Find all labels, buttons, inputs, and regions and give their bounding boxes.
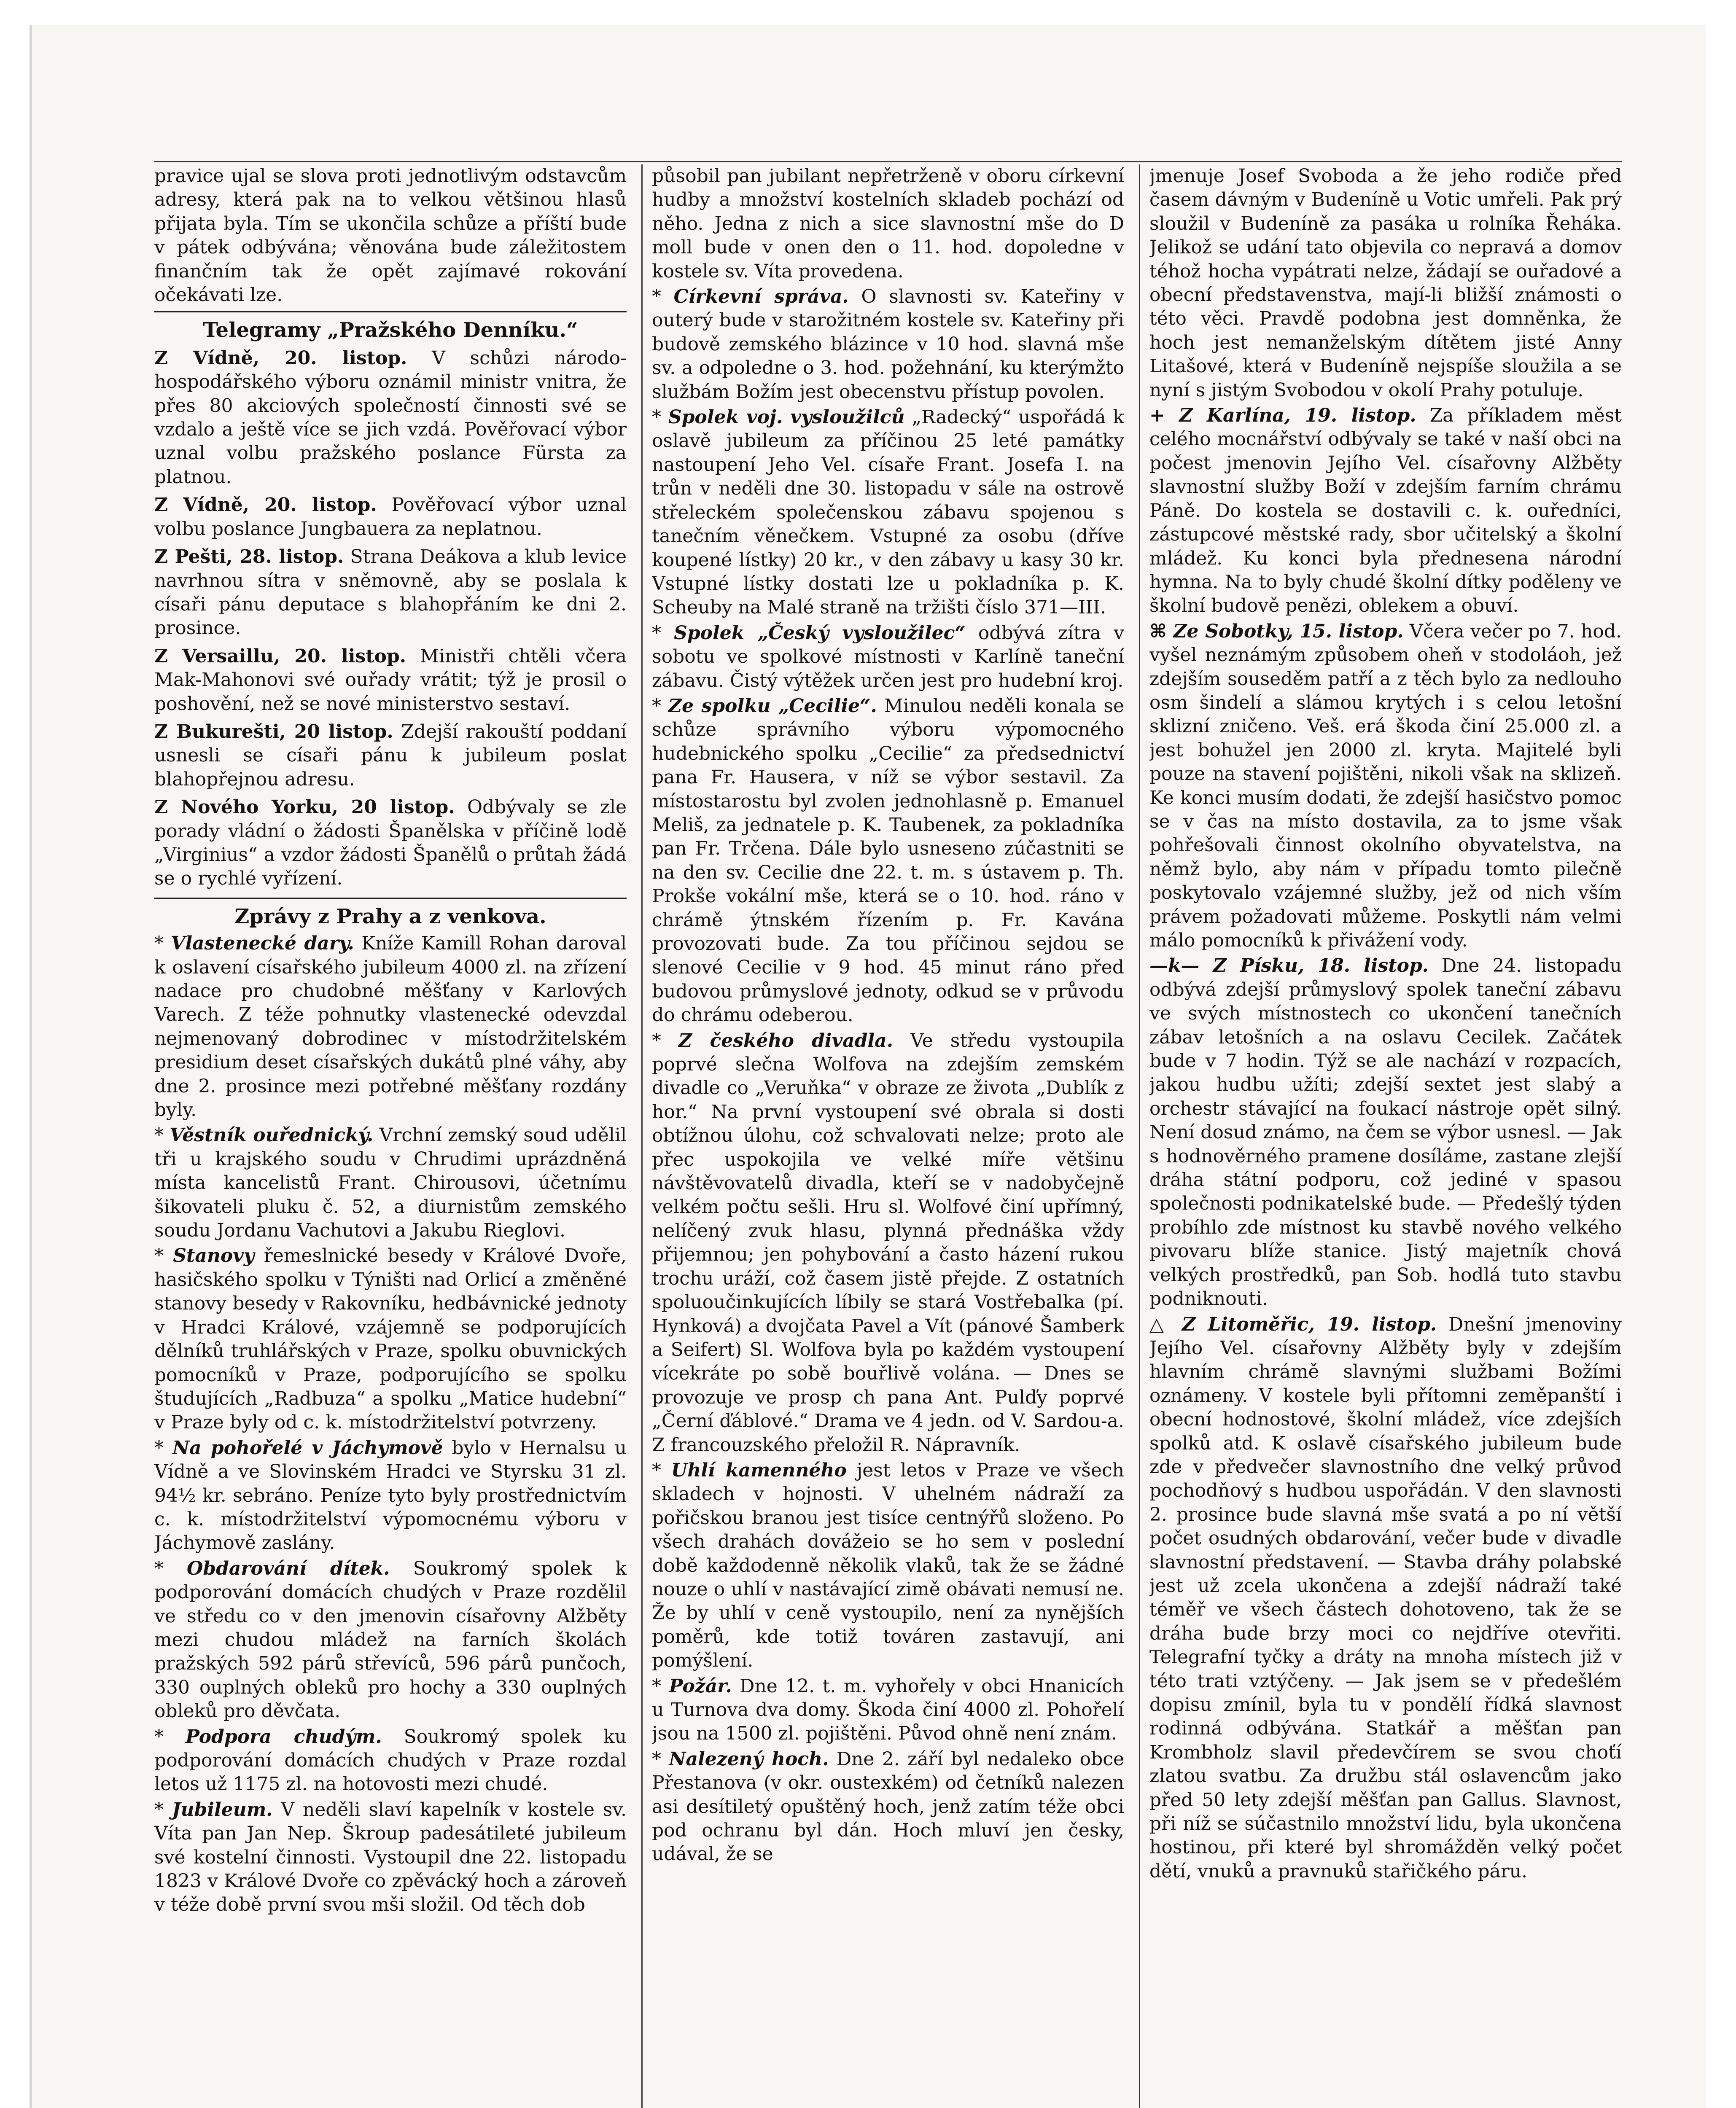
news-item (652, 406, 1124, 620)
article-paragraph (652, 164, 1124, 283)
news-item (652, 285, 1124, 404)
asterisk-icon: * (652, 1748, 669, 1770)
telegram-dateline: Z Vídně, 20. listop. (154, 494, 377, 516)
news-item-text: Kníže Kamill Rohan daroval k oslavení císařského jubileum 4000 zl. na zřízení nadace pro chudobné měšťany v Karlových Varech. Z téže pohnutky vlastenecké odevzdal nejmenovaný dobrodinec v místodržitelském presidium deset císařských dukátů plné váhy, aby dne 2. prosince mezi potřebné měšťany rozdány byly. (154, 933, 627, 1121)
telegram-item (154, 493, 627, 541)
telegram-text: Ministři chtěli včera Mak-Mahonovi své ouřady vrátit; týž je prosil o poshovění, než se nové ministerstvo sestaví. (154, 645, 627, 715)
news-item-label: Nalezený hoch. (669, 1748, 829, 1770)
news-item (652, 621, 1124, 693)
news-item (154, 1798, 627, 1917)
news-item-text: Za příkladem měst celého mocnářství odbývaly se také v naší obci na počest jmenovin Jejího Vel. císařovny Alžběty slavnostní služby Boží v zdejším farním chrámu Páně. Do kostela se dostavili c. k. ouředníci, zástupcové městské rady, sbor učitelský a školní mládež. Ku konci byla přednesena národní hymna. Na to byly chudé školní dítky poděleny ve školní budově penězi, oblekem a obuví. (1149, 405, 1622, 617)
news-item (652, 1459, 1124, 1673)
news-item (652, 694, 1124, 1027)
asterisk-icon: * (154, 1726, 186, 1748)
news-item-label: Vlastenecké dary. (171, 933, 354, 955)
news-item-label: Na pohořelé v Jáchymově (172, 1437, 443, 1459)
news-item (1149, 1313, 1622, 1884)
news-item-text: Dne 12. t. m. vyhořely v obci Hnanicích u Turnova dva domy. Škoda činí 4000 zl. Pohořelí jsou na 1500 zl. pojištěni. Původ ohně není znám. (652, 1675, 1124, 1745)
telegram-dateline: Z Vídně, 20. listop. (154, 347, 407, 369)
asterisk-icon: * (154, 1124, 170, 1146)
asterisk-icon: * (154, 1437, 172, 1459)
column-rule-1 (641, 164, 643, 2108)
news-item (154, 932, 627, 1122)
telegram-item (154, 645, 627, 716)
article-paragraph (1149, 164, 1622, 402)
news-item-label: Z českého divadla. (678, 1030, 894, 1051)
section-heading: Zprávy z Prahy a z venkova. (234, 904, 546, 928)
news-item-text: „Radecký“ uspořádá k oslavě jubileum za příčinou 25 leté památky nastoupení Jeho Vel. císaře Frant. Josefa I. na trůn v neděli dne 30. listopadu v sále na ostrově střeleckém společenskou zábavu spojenou s tanečním věnečkem. Vstupné za osobu (dříve koupené lístky) 20 kr., v den zábavy u kasy 30 kr. Vstupné lístky dostati lze u pokladníka p. K. Scheuby na Malé straně na tržišti číslo 371—III. (652, 406, 1124, 618)
asterisk-icon: * (154, 1799, 172, 1820)
telegram-item (154, 347, 627, 489)
news-item-text: Soukromý spolek ku podporování domácích chudých v Praze rozdal letos už 1175 zl. na hotovosti mezi chudé. (154, 1726, 627, 1795)
telegram-text: Zdejší rakouští poddaní usnesli se císaři pánu k jubileum poslat blahopřejnou adresu. (154, 721, 627, 790)
asterisk-icon: * (652, 1459, 671, 1481)
news-item-label: Věstník ouřednický. (170, 1124, 374, 1146)
news-item-label: + Z Karlína, 19. listop. (1149, 405, 1416, 427)
telegram-dateline: Z Bukurešti, 20 listop. (154, 721, 393, 742)
news-item-label: Požár. (669, 1675, 732, 1697)
news-item-text: bylo v Hernalsu u Vídně a ve Slovinském Hradci ve Styrsku 31 zl. 94½ kr. sebráno. Peníze tyto byly prostřednictvím c. k. místodržitelství výpomocnému výboru v Jáchymově zaslány. (154, 1437, 627, 1554)
news-item-label: Podpora chudým. (185, 1726, 382, 1748)
telegram-text: Strana Deákova a klub levice navrhnou sítra v sněmovně, aby se poslala k císaři pánu deputace s blahopřáním ke dni 2. prosince. (154, 546, 627, 639)
news-item-text: Včera večer po 7. hod. vyšel neznámým způsobem oheň v stodoláoh, jež zdejším souseděm patří a z těch bylo za nedlouho osm šindelí a slámou krytých i s celou letošní sklizní zničeno. Veš. erá škoda činí 25.000 zl. a jest bohužel jen 2000 zl. kryta. Majitelé byli pouze na stavení pojištěni, nikoli však na sklizeň. Ke konci musím dodati, že zdejší hasičstvo pomoc se v čas na místo dostavila, za to jsme však pohřešovali činnost okolního obyvatelstva, na němž bylo, aby nám v případu tomto pilečně poskytovalo vzájemné služby, jež od nich vším právem požadovati můžeme. Poskytli nám velmi málo pomocníků k přivážení vody. (1149, 620, 1622, 951)
column-3 (1149, 164, 1622, 2108)
section-divider (154, 311, 627, 312)
newspaper-page (30, 25, 1706, 2108)
news-item-text: Soukromý spolek k podporování domácích chudých v Praze rozdělil ve středu co v den jmenovin císařovny Alžběty mezi chudou mládež na farních školách pražských 592 párů střevíců, 596 párů punčoch, 330 ouplných obleků pro hochy a 330 ouplných obleků pro děvčata. (154, 1557, 627, 1722)
asterisk-icon: * (652, 695, 669, 717)
column-1 (154, 164, 627, 2108)
news-item-text: odbývá zítra v sobotu ve spolkové místnosti v Karlíně taneční zábavu. Čistý výtěžek určen jest pro hudební kroj. (652, 622, 1124, 691)
telegram-text: Odbývaly se zle porady vládní o žádosti Španělska v příčině lodě „Virginius“ a vzdor žádosti Španělů o průtah žádá se o rychlé vyřízení. (154, 796, 627, 890)
news-item-label: Ze spolku „Cecilie“. (668, 695, 877, 717)
news-item (154, 1124, 627, 1242)
news-item-label: Spolek voj. vysloužilců (668, 406, 905, 428)
news-item-text: Vrchní zemský soud udělil tři u krajského soudu v Chrudimi uprázdněná místa kancelistů Frant. Chirousovi, účetnímu šikovateli pluku č. 52, a diurnistům zemského soudu Jordanu Vachutovi a Jakubu Rieglovi. (154, 1124, 627, 1242)
news-item-text: jest letos v Praze ve všech skladech v hojnosti. V uhelném nádraží za pořičskou branou jest tisíce centnýřů složeno. Po všech drahách dovážeio se ho sem v poslední době každodenně několik vlaků, tak že se žádné nouze o uhlí v nastávající zimě obávati nemusí ne. Že by uhlí v ceně vystoupilo, není za nynějších poměrů, kde totiž továren zastavují, ani pomýšlení. (652, 1459, 1124, 1672)
asterisk-icon: * (652, 622, 674, 644)
news-item-text: Minulou neděli konala se schůze správního výboru výpomocného hudebnického spolku „Cecilie“ za předsednictví pana Fr. Hausera, v níž se výbor sestavil. Za místostarostu byl zvolen jednohlasně p. Emanuel Meliš, za jednatele p. K. Taubenek, za pokladníka pan Fr. Trčena. Dále bylo usneseno zúčastniti se na den sv. Cecilie dne 22. t. m. s ústavem p. Th. Prokše vokální mše, která se o 10. hod. ráno v chrámě ýtnském řízením p. Fr. Kavána provozovati bude. Za tou příčinou sejdou se slenové Cecilie v 9 hod. 45 minut ráno před budovou průmyslové jednoty, odkud se v průvodu do chrámu odeberou. (652, 695, 1124, 1026)
telegram-item (154, 720, 627, 791)
section-heading: Telegramy „Pražského Denníku.“ (203, 318, 578, 342)
telegram-dateline: Z Versaillu, 20. listop. (154, 645, 406, 667)
telegram-item (154, 545, 627, 640)
asterisk-icon: * (154, 1245, 173, 1267)
news-item-text: Dne 2. září byl nedaleko obce Přestanova (v okr. oustexkém) od četníků nalezen asi desítiletý opuštěný hoch, jenž zatím téže obci pod ochranu byl dán. Hoch mluví jen česky, udával, že se (652, 1748, 1124, 1865)
news-item-text: O slavnosti sv. Kateřiny v outerý bude v starožitném kostele sv. Kateřiny při budově zemského blázince v 10 hod. slavná mše sv. a odpoledne o 3. hod. požehnání, ku kterýmžto službám Božím jest obecenstvu přístup povolen. (652, 286, 1124, 403)
news-item-label: —k— Z Písku, 18. listop. (1149, 955, 1429, 977)
paragraph-text: jmenuje Josef Svoboda a že jeho rodiče před časem dávným v Budeníně u Votic umřeli. Pak prý sloužil v Budeníně za pasáka u rolníka Řeháka. Jelikož se udání tato objevila co nepravá a domov téhož hocha vypátrati nelze, žádají se ouřadové a obecní představenstva, mají-li bližší známosti o této věci. Pravdě podobna jest domněnka, že hoch jest nemanželským dítětem jisté Anny Litašové, která v Budeníně nejspíše sloužila a se nyní s jistým Svobodou v okolí Prahy potuluje. (1149, 165, 1622, 401)
news-item (652, 1029, 1124, 1457)
news-item (154, 1725, 627, 1796)
news-item-label: Obdarování dítek. (187, 1557, 390, 1579)
news-item (1149, 404, 1622, 618)
news-item (1149, 620, 1622, 953)
asterisk-icon: * (652, 286, 674, 308)
column-rule-2 (1139, 164, 1140, 2108)
telegram-text: Pověřovací výbor uznal volbu poslance Jungbauera za neplatnou. (154, 494, 627, 540)
news-item-label: ⌘ Ze Sobotky, 15. listop. (1149, 620, 1404, 642)
asterisk-icon: * (652, 1675, 669, 1697)
telegram-dateline: Z Nového Yorku, 20 listop. (154, 796, 455, 818)
asterisk-icon: * (154, 1557, 187, 1579)
paragraph-text: působil pan jubilant nepřetrženě v oboru církevní hudby a množství kostelních skladeb pochází od něho. Jedna z nich a sice slavnostní mše do D moll bude v onen den o 11. hod. dopoledne v kostele sv. Víta provedena. (652, 165, 1124, 282)
news-item (652, 1748, 1124, 1866)
news-item-label: Církevní správa. (673, 286, 849, 308)
news-item-label: Stanovy (173, 1245, 255, 1267)
telegram-item (154, 796, 627, 891)
telegram-text: V schůzi národo-hospodářského výboru oznámil ministr vnitra, že přes 80 akciových společností činnosti své se vzdalo a ještě více se jich vzdá. Pověřovací výbor uznal volbu pražského poslance Fürsta za platnou. (154, 347, 627, 488)
news-item-text: Dnešní jmenoviny Jejího Vel. císařovny Alžběty byly v zdejším hlavním chrámě slavnými službami Božími oznámeny. V kostele byli přítomni zeměpanští i obecní hodnostové, školní mládež, více zdejších spolků atd. K oslavě císařského jubileum bude zde v předvečer slavnostního dne velký průvod pochodňový s hudbou uspořádán. V den slavnosti 2. prosince bude slavná mše svatá a po ní větší počet osudných obdarování, večer bude v divadle slavnostní představení. — Stavba dráhy polabské jest už zcela ukončena a zdejší nádraží také téměř ve všech částech dohotoveno, tak že se dráha bude brzy moci co nejdříve otevřiti. Telegrafní tyčky a dráty na mnoha místech již v této trati vztýčeny. — Jak jsem se v předešlém dopisu zmínil, byla tu v pondělí řídká slavnost rodinná odbývána. Statkář a měšťan pan Krombholz slavil předevčírem se svou choťí zlatou svatbu. Za družbu stál oslavencům jako před 50 lety zdejší měšťan pan Gallus. Slavnost, při níž se súčastnilo množství lidu, byla ukončena hostinou, při které byl shromážděn velký počet dětí, vnuků a pravnuků stařičkého páru. (1149, 1313, 1622, 1882)
news-item-label: △ Z Litoměřic, 19. listop. (1149, 1313, 1437, 1335)
bleed-through-text (192, 97, 202, 132)
section-divider (154, 898, 627, 899)
article-paragraph (154, 164, 627, 307)
news-item (154, 1436, 627, 1555)
telegram-dateline: Z Pešti, 28. listop. (154, 546, 344, 568)
news-item-text: Dne 24. listopadu odbývá zdejší průmyslový spolek taneční zábavu ve svých místnostech co ukončení tanečních zábav letošních a na oslavu Cecilek. Začátek bude v 7 hodin. Týž se ale nachází v rozpacích, jakou hudbu užíti; zdejší sextet jest slabý a orchestr stávající na foukací nástroje opět silný. Není dosud známo, na čem se výbor usnesl. — Jak s hodnověrného pramene dosíláme, zastane zlejší dráha státní podporu, což jediné v spasou společnosti podnikatelské bude. — Předešlý týden probíhlo zde místnost ku stavbě nového velkého pivovaru blíže stanice. Jistý majetník chová velkých prostředků, pan Sob. hodlá tuto stavbu podniknouti. (1149, 955, 1622, 1310)
news-item-label: Spolek „Český vysloužilec“ (674, 622, 966, 644)
news-item-label: Uhlí kamenného (671, 1459, 847, 1481)
news-item (154, 1244, 627, 1434)
asterisk-icon: * (154, 933, 171, 955)
asterisk-icon: * (652, 1030, 678, 1051)
paragraph-text: pravice ujal se slova proti jednotlivým odstavcům adresy, která pak na to velkou většinou hlasů přijata byla. Tím se ukončila schůze a příští bude v pátek odbývána; věnována bude záležitostem finančním tak že opět zajímavé rokování očekávati lze. (154, 165, 627, 306)
news-item-text: řemeslnické besedy v Králové Dvoře, hasičského spolku v Týništi nad Orlicí a změněné stanovy besedy v Rakovníku, hedbávnické jednoty v Hradci Králové, vzájemně se podporujících dělníků truhlářských v Praze, spolku obuvnických pomocníků v Praze, podporujícího se spolku študujících „Radbuza“ a spolku „Matice hudební“ v Praze byly od c. k. místodržitelství potvrzeny. (154, 1245, 627, 1433)
news-item-label: Jubileum. (172, 1799, 273, 1820)
news-item-text: V neděli slaví kapelník v kostele sv. Víta pan Jan Nep. Škroup padesátileté jubileum své kostelní činnosti. Vystoupil dne 22. listopadu 1823 v Králové Dvoře co zpěvácký hoch a zároveň v téže době první svou mši složil. Od těch dob (154, 1799, 627, 1916)
news-item (652, 1675, 1124, 1746)
asterisk-icon: * (652, 406, 668, 428)
news-item-text: Ve středu vystoupila poprvé slečna Wolfova na zdejším zemském divadle co „Veruňka“ v obraze ze života „Dublík z hor.“ Na první vystoupení své obrala si dosti obtížnou úlohu, což schvalovati nelze; proto ale přec uspokojila ve velké míře většinu návštěvovatelů divadla, kteří se v nadobyčejně velkém počtu sešli. Hru sl. Wolfové činí upřímný, nelíčený zvuk hlasu, plynná přednáška vždy přijemnou; jen pohybování a často házení rukou trochu uráží, což časem jistě přejde. Z ostatních spoluoučinkujících líbily se stará Vostřebalka (pí. Hynková) a dvojčata Pavel a Vít (pánové Šamberk a Seifert) Sl. Wolfova byla po každém vystoupení vícekráte po sobě bouřlivě volána. — Dnes se provozuje ve prosp ch pana Ant. Pulďy poprvé „Černí ďáblové.“ Drama ve 4 jedn. od V. Sardou-a. Z francouzského přeložil R. Nápravník. (652, 1030, 1124, 1456)
top-rule (154, 161, 1622, 162)
news-item (154, 1557, 627, 1724)
news-item (1149, 954, 1622, 1311)
column-2 (652, 164, 1124, 2108)
